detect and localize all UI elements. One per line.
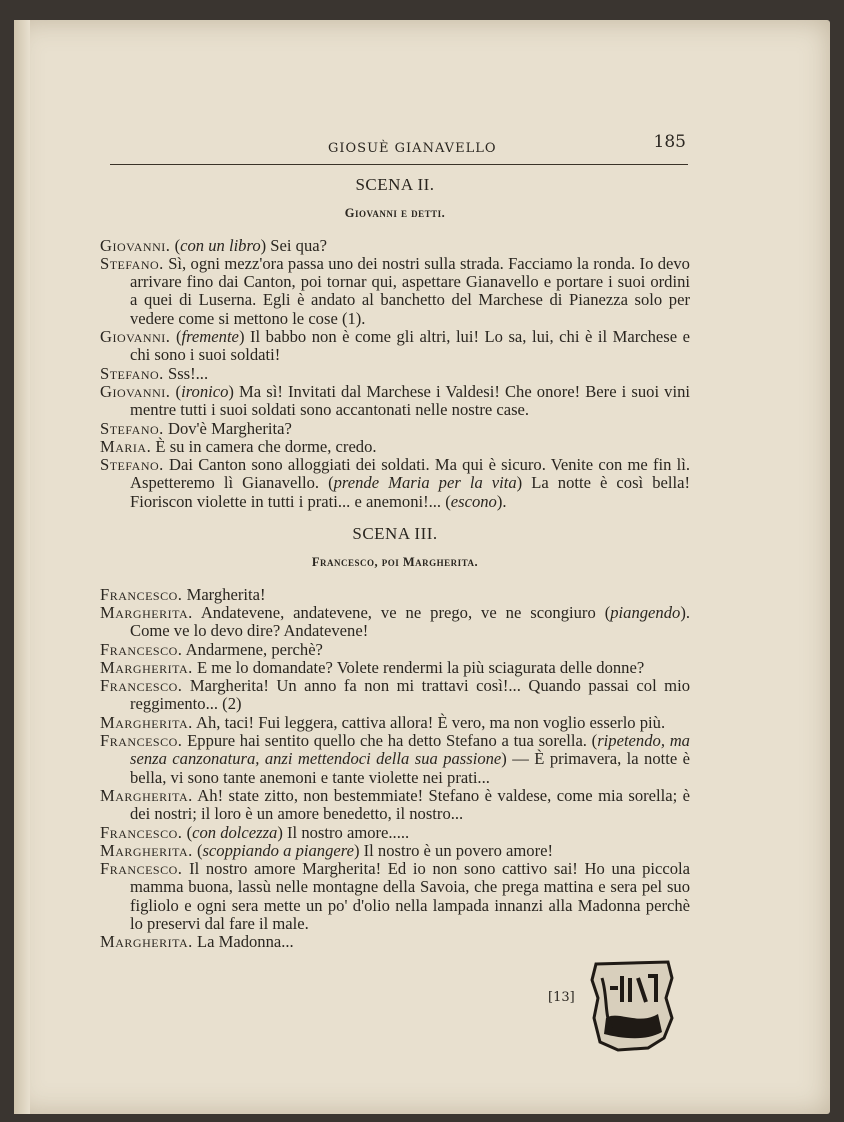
dialogue-text: ( [196, 840, 203, 860]
scene-2-title: SCENA II. [355, 175, 435, 194]
dialogue-text: ( [175, 381, 182, 401]
speaker-name: Stefano. [100, 253, 164, 273]
dialogue-text: ( [174, 235, 181, 255]
page-number: 185 [653, 132, 686, 152]
dialogue-text: Sss!... [167, 363, 209, 383]
speaker-name: Maria. [100, 436, 152, 456]
page-gutter [14, 20, 30, 1114]
speaker-name: Giovanni. [100, 327, 171, 347]
speaker-name: Margherita. [100, 657, 193, 677]
stage-direction: piangendo [610, 602, 681, 622]
stage-direction: ironico [181, 381, 229, 401]
scene-3-dialogue [100, 586, 690, 952]
speaker-name: Francesco. [100, 859, 183, 879]
dialogue-text: Dai Canton sono alloggiati dei soldati. Ma qui è sicuro. Venite con me fin lì. Aspetteremo lì Gianavello. ( [130, 455, 690, 493]
stage-direction: scoppiando a piangere [202, 840, 354, 860]
dialogue-text: ) Il babbo non è come gli altri, lui! Lo sa, lui, chi è il Marchese e chi sono i suoi soldati! [130, 327, 690, 365]
dialogue-text: Il nostro amore Margherita! Ed io non sono cattivo sai! Ho una piccola mamma buona, lassù nelle montagne della Savoia, che prega mattina e sera pel suo figliolo e ogni sera mette un po' d'olio nella lampada innanzi alla Madonna perchè lo preservi dal fare il male. [130, 859, 690, 933]
dialogue-line [100, 824, 690, 842]
dialogue-line [100, 714, 690, 732]
scene-2-cast: Giovanni e detti. [344, 206, 446, 221]
dialogue-text: ( [186, 822, 193, 842]
dialogue-line [100, 933, 690, 951]
dialogue-line [100, 383, 690, 420]
speaker-name: Giovanni. [100, 235, 171, 255]
dialogue-text: ). Come ve lo devo dire? Andatevene! [130, 602, 690, 641]
speaker-name: Margherita. [100, 840, 193, 860]
dialogue-text: Margherita! Un anno fa non mi trattavi così!... Quando passai col mio reggimento... (2) [130, 676, 690, 714]
dialogue-line [100, 732, 690, 787]
running-title: GIOSUÈ GIANAVELLO [328, 141, 497, 156]
dialogue-text: Dov'è Margherita? [167, 418, 292, 438]
speaker-name: Margherita. [100, 602, 193, 622]
stage-direction: escono [450, 491, 497, 511]
dialogue-text: Andarmene, perchè? [185, 639, 323, 659]
dialogue-text: ) La notte è così bella! Fioriscon violette in tutti i prati... e anemoni!... ( [130, 473, 690, 511]
dialogue-text: ) Ma sì! Invitati dal Marchese i Valdesi! Che onore! Bere i suoi vini mentre tutti i suoi soldati sono accantonati nelle nostre case. [130, 381, 690, 420]
dialogue-text: ) — È primavera, la notte è bella, vi sono tante anemoni e tante violette nei prati... [130, 749, 691, 787]
dialogue-text: E me lo domandate? Volete rendermi la più sciagurata delle donne? [196, 657, 645, 677]
speaker-name: Stefano. [100, 455, 164, 475]
speaker-name: Francesco. [100, 639, 183, 659]
dialogue-text: ( [175, 327, 182, 347]
stage-direction: con dolcezza [192, 822, 278, 842]
dialogue-line [100, 787, 690, 824]
dialogue-line [100, 328, 690, 365]
dialogue-line [100, 255, 690, 328]
dialogue-text: Ah, taci! Fui leggera, cattiva allora! È vero, ma non voglio esserlo più. [196, 712, 666, 732]
dialogue-text: Eppure hai sentito quello che ha detto Stefano a tua sorella. ( [187, 731, 598, 751]
dialogue-line [100, 677, 690, 714]
stage-direction: fremente [181, 327, 239, 347]
dialogue-line [100, 365, 690, 383]
speaker-name: Margherita. [100, 785, 193, 805]
speaker-name: Stefano. [100, 418, 164, 438]
text-block [100, 172, 690, 952]
dialogue-text: Sì, ogni mezz'ora passa uno dei nostri sulla strada. Facciamo la ronda. Io devo arrivare fino dai Canton, poi tornar qui, aspettare Gianavello e portare i suoi ordini a quei di Luserna. Egli è andato al banchetto del Marchese di Pianezza solo per vedere come si mettono le cose (1). [130, 253, 690, 328]
dialogue-text: La Madonna... [196, 932, 294, 952]
speaker-name: Francesco. [100, 584, 183, 604]
running-head [110, 124, 688, 165]
dialogue-line [100, 237, 690, 255]
dialogue-line [100, 842, 690, 860]
dialogue-text: Andatevene, andatevene, ve ne prego, ve ne scongiuro ( [200, 602, 611, 622]
stage-direction: prende Maria per la vita [333, 473, 517, 493]
speaker-name: Stefano. [100, 363, 164, 383]
dialogue-line [100, 420, 690, 438]
dialogue-line [100, 604, 690, 641]
speaker-name: Giovanni. [100, 381, 171, 401]
dialogue-line [100, 586, 690, 604]
library-stamp-icon [588, 958, 676, 1052]
stage-direction: con un libro [180, 235, 261, 255]
stage-direction: ripetendo, ma senza canzonatura, anzi mettendoci della sua passione [130, 731, 690, 769]
signature-mark: [13] [548, 990, 575, 1005]
speaker-name: Francesco. [100, 676, 183, 696]
speaker-name: Margherita. [100, 932, 193, 952]
scene-2-dialogue [100, 237, 690, 511]
scene-3-cast: Francesco, poi Margherita. [311, 555, 479, 570]
dialogue-text: ). [496, 491, 507, 511]
speaker-name: Francesco. [100, 822, 183, 842]
dialogue-text: Ah! state zitto, non bestemmiate! Stefano è valdese, come mia sorella; è dei nostri; il loro è un amore benedetto, il nostro... [130, 785, 691, 824]
dialogue-text: Margherita! [186, 584, 266, 604]
dialogue-line [100, 860, 690, 933]
dialogue-text: ) Sei qua? [260, 235, 327, 255]
speaker-name: Margherita. [100, 712, 193, 732]
dialogue-line [100, 456, 690, 511]
dialogue-text: ) Il nostro è un povero amore! [353, 840, 554, 860]
dialogue-text: È su in camera che dorme, credo. [155, 436, 377, 456]
dialogue-text: ) Il nostro amore..... [277, 822, 410, 842]
speaker-name: Francesco. [100, 731, 183, 751]
scene-3-title: SCENA III. [352, 524, 438, 544]
dialogue-line [100, 641, 690, 659]
dialogue-line [100, 438, 690, 456]
dialogue-line [100, 659, 690, 677]
